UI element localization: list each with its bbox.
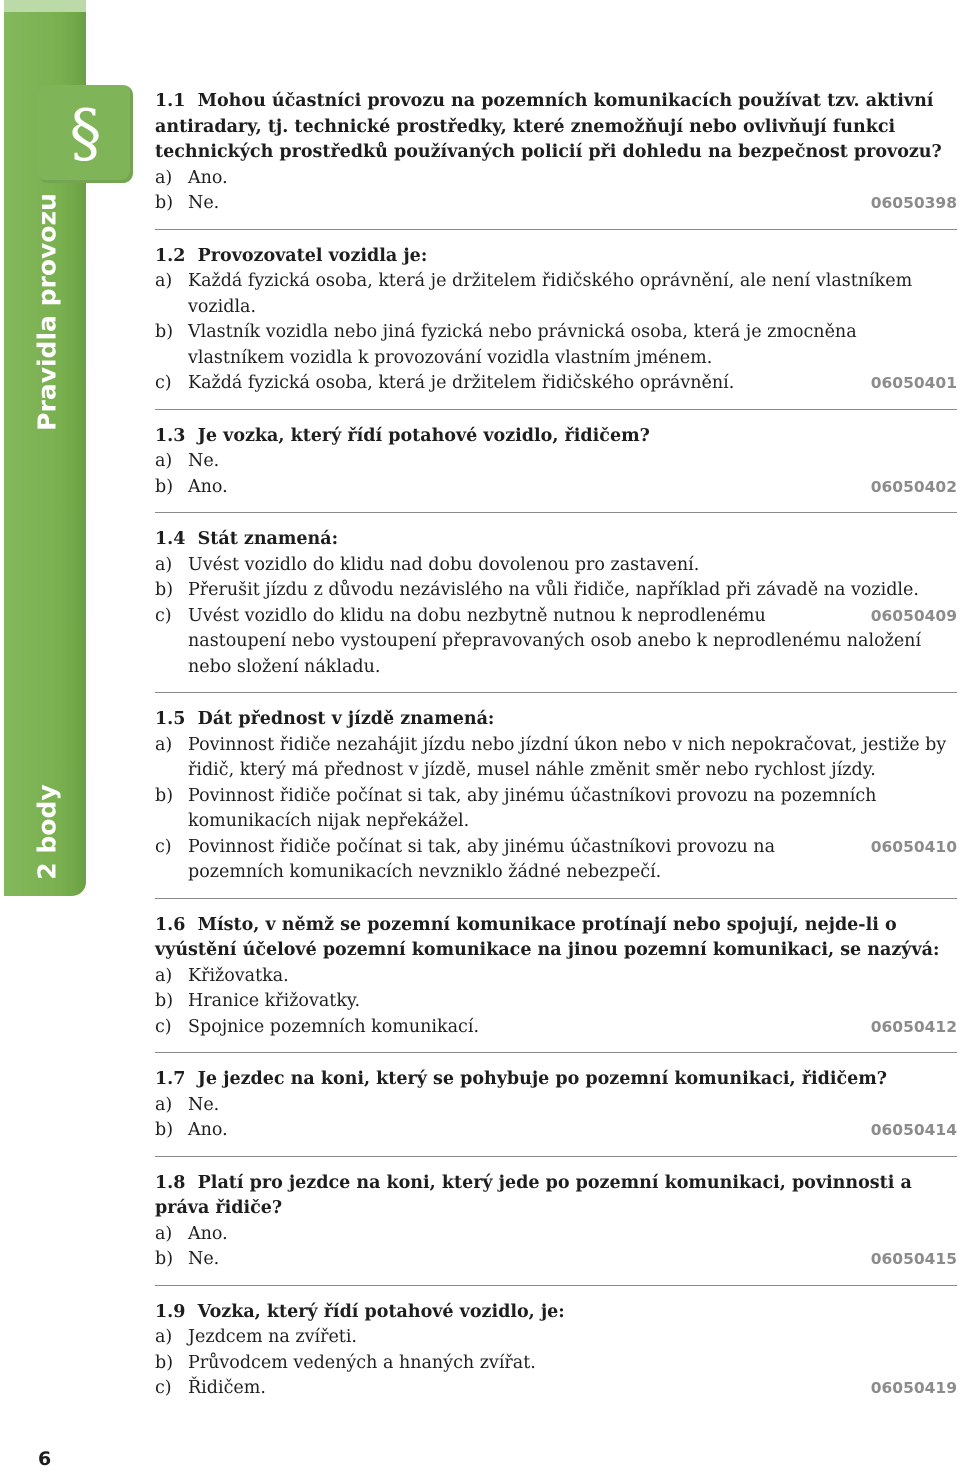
sidebar-top-strip <box>4 0 86 12</box>
answer-option <box>155 371 957 397</box>
answer-text: Ano. <box>188 1120 228 1140</box>
answer-option <box>155 191 957 217</box>
question-title <box>155 1067 957 1093</box>
answer-letter: a) <box>155 965 173 986</box>
question-text: Stát znamená: <box>197 529 339 549</box>
answer-text: Ano. <box>188 167 228 188</box>
answer-text-wrap <box>188 1118 957 1144</box>
answer-text: Ne. <box>188 193 220 213</box>
question-title <box>155 913 957 964</box>
sidebar-chapter-title: Pravidla provozu <box>32 193 62 431</box>
question-number: 1.3 <box>155 425 186 446</box>
answer-text: Uvést vozidlo do klidu na dobu nezbytně nutnou k neprodlenému nastoupení nebo vystoupení přepravovaných osob anebo k neprodlenému naložení nebo složení nákladu. <box>188 605 922 677</box>
answer-letter: a) <box>155 734 173 755</box>
question-title <box>155 1300 957 1326</box>
answer-option <box>155 835 957 886</box>
question-code: 06050414 <box>870 1121 957 1139</box>
question-title <box>155 244 957 270</box>
answer-option <box>155 449 957 475</box>
question-number: 1.4 <box>155 529 186 549</box>
answer-option <box>155 1247 957 1273</box>
answer-letter: a) <box>155 271 173 291</box>
answer-text-wrap <box>188 604 957 681</box>
answer-text: Povinnost řidiče nezahájit jízdu nebo jízdní úkon nebo v nich nepokračovat, jestiže by řidič, který má přednost v jízdě, musel náhle změnit směr nebo rychlost jízdy. <box>188 734 947 780</box>
answer-text-wrap <box>188 784 957 835</box>
question-title <box>155 1171 957 1222</box>
question-block <box>155 89 957 230</box>
question-number: 1.2 <box>155 245 186 266</box>
answer-letter: c) <box>155 1378 172 1398</box>
question-code: 06050401 <box>870 374 957 392</box>
question-block <box>155 1300 957 1414</box>
question-text: Místo, v němž se pozemní komunikace protínají nebo spojují, nejde-li o vyústění účelové pozemní komunikace na jinou pozemní komunikaci, se nazývá: <box>155 914 940 960</box>
answer-option <box>155 320 957 371</box>
answer-letter: a) <box>155 451 173 471</box>
section-sign-icon: § <box>69 97 102 171</box>
answer-text-wrap <box>188 475 957 501</box>
answer-option <box>155 784 957 835</box>
answer-letter: b) <box>155 322 174 342</box>
answer-option <box>155 553 957 579</box>
question-number: 1.8 <box>155 1172 186 1193</box>
answer-text-wrap <box>188 1376 957 1402</box>
answer-text-wrap <box>188 578 957 604</box>
question-code: 06050409 <box>870 606 957 625</box>
answer-letter: b) <box>155 193 174 213</box>
answer-text: Uvést vozidlo do klidu nad dobu dovolenou pro zastavení. <box>188 554 700 575</box>
page-number: 6 <box>38 1448 52 1470</box>
answer-letter: c) <box>155 1016 172 1037</box>
answer-text: Každá fyzická osoba, která je držitelem řidičského oprávnění. <box>188 373 735 393</box>
answer-option <box>155 1325 957 1351</box>
answer-text-wrap <box>188 320 957 371</box>
section-badge <box>38 85 133 183</box>
answer-letter: c) <box>155 373 172 393</box>
answer-letter: b) <box>155 1249 174 1269</box>
question-code: 06050412 <box>870 1017 957 1036</box>
answer-letter: c) <box>155 836 172 857</box>
answer-text: Povinnost řidiče počínat si tak, aby jinému účastníkovi provozu na pozemních komunikacích nijak nepřekážel. <box>188 785 877 831</box>
question-title <box>155 527 957 553</box>
answer-option <box>155 1118 957 1144</box>
answer-text-wrap <box>188 835 957 886</box>
answer-letter: a) <box>155 167 173 188</box>
question-number: 1.9 <box>155 1301 186 1322</box>
answer-option <box>155 475 957 501</box>
question-text: Vozka, který řídí potahové vozidlo, je: <box>197 1301 565 1322</box>
answer-text-wrap <box>188 449 957 475</box>
answer-text: Ne. <box>188 451 220 471</box>
answer-text-wrap <box>188 1247 957 1273</box>
question-code: 06050410 <box>870 837 957 856</box>
answer-letter: b) <box>155 991 174 1011</box>
answer-letter: b) <box>155 1352 174 1373</box>
question-block <box>155 913 957 1054</box>
answer-option <box>155 989 957 1015</box>
answer-text-wrap <box>188 191 957 217</box>
answer-option <box>155 964 957 990</box>
answer-option <box>155 578 957 604</box>
answer-text: Každá fyzická osoba, která je držitelem řidičského oprávnění, ale není vlastníkem vozidla. <box>188 271 913 317</box>
answer-text: Spojnice pozemních komunikací. <box>188 1016 480 1037</box>
answer-text-wrap <box>188 733 957 784</box>
question-block <box>155 707 957 899</box>
answer-letter: c) <box>155 605 172 626</box>
question-code: 06050402 <box>870 477 957 496</box>
answer-letter: a) <box>155 1223 173 1244</box>
question-title <box>155 89 957 166</box>
question-block <box>155 424 957 514</box>
answer-text: Přerušit jízdu z důvodu nezávislého na vůli řidiče, například při závadě na vozidle. <box>188 580 919 600</box>
answer-letter: a) <box>155 554 173 575</box>
question-block <box>155 1067 957 1157</box>
answer-option <box>155 733 957 784</box>
answer-letter: b) <box>155 580 174 600</box>
answer-text: Povinnost řidiče počínat si tak, aby jinému účastníkovi provozu na pozemních komunikacích nevzniklo žádné nebezpečí. <box>188 836 776 882</box>
question-text: Mohou účastníci provozu na pozemních komunikacích používat tzv. aktivní antiradary, tj. technické prostředky, které znemožňují nebo ovlivňují funkci technických prostředků používaných policií při dohledu na bezpečnost provozu? <box>155 91 942 162</box>
answer-text: Řidičem. <box>188 1378 266 1398</box>
answer-text-wrap <box>188 166 957 192</box>
question-text: Je vozka, který řídí potahové vozidlo, řidičem? <box>197 425 650 446</box>
question-number: 1.1 <box>155 91 186 111</box>
answer-option <box>155 1351 957 1377</box>
answer-text: Křižovatka. <box>188 965 289 986</box>
answer-option <box>155 1222 957 1248</box>
answer-text: Ano. <box>188 476 228 497</box>
answer-option <box>155 1093 957 1119</box>
question-list <box>155 89 957 1428</box>
answer-text: Jezdcem na zvířeti. <box>188 1327 357 1347</box>
answer-text: Průvodcem vedených a hnaných zvířat. <box>188 1352 536 1373</box>
answer-letter: a) <box>155 1327 173 1347</box>
answer-text: Ne. <box>188 1249 220 1269</box>
question-text: Provozovatel vozidla je: <box>197 245 428 266</box>
answer-text: Hranice křižovatky. <box>188 991 361 1011</box>
question-number: 1.7 <box>155 1069 186 1089</box>
answer-text: Ne. <box>188 1094 220 1115</box>
answer-text-wrap <box>188 269 957 320</box>
question-code: 06050398 <box>870 194 957 212</box>
question-text: Je jezdec na koni, který se pohybuje po pozemní komunikaci, řidičem? <box>197 1069 888 1089</box>
answer-text-wrap <box>188 1222 957 1248</box>
answer-text-wrap <box>188 989 957 1015</box>
answer-letter: a) <box>155 1094 173 1115</box>
question-text: Dát přednost v jízdě znamená: <box>197 709 495 729</box>
answer-text-wrap <box>188 1325 957 1351</box>
answer-text-wrap <box>188 553 957 579</box>
answer-text-wrap <box>188 964 957 990</box>
answer-option <box>155 269 957 320</box>
answer-text: Vlastník vozidla nebo jiná fyzická nebo právnická osoba, která je zmocněna vlastníkem vozidla k provozování vozidla vlastním jménem. <box>188 322 857 368</box>
answer-text-wrap <box>188 1015 957 1041</box>
answer-letter: b) <box>155 1120 174 1140</box>
answer-option <box>155 166 957 192</box>
question-block <box>155 1171 957 1286</box>
question-code: 06050415 <box>870 1250 957 1268</box>
question-code: 06050419 <box>870 1379 957 1397</box>
answer-option <box>155 1376 957 1402</box>
question-text: Platí pro jezdce na koni, který jede po pozemní komunikaci, povinnosti a práva řidiče? <box>155 1172 912 1218</box>
answer-text-wrap <box>188 371 957 397</box>
question-number: 1.6 <box>155 914 186 935</box>
answer-text: Ano. <box>188 1223 228 1244</box>
question-block <box>155 244 957 410</box>
question-title <box>155 424 957 450</box>
answer-option <box>155 604 957 681</box>
answer-text-wrap <box>188 1351 957 1377</box>
question-number: 1.5 <box>155 709 186 729</box>
answer-text-wrap <box>188 1093 957 1119</box>
answer-letter: b) <box>155 785 174 806</box>
answer-letter: b) <box>155 476 174 497</box>
question-block <box>155 527 957 693</box>
answer-option <box>155 1015 957 1041</box>
question-title <box>155 707 957 733</box>
sidebar-points-label: 2 body <box>32 784 62 880</box>
